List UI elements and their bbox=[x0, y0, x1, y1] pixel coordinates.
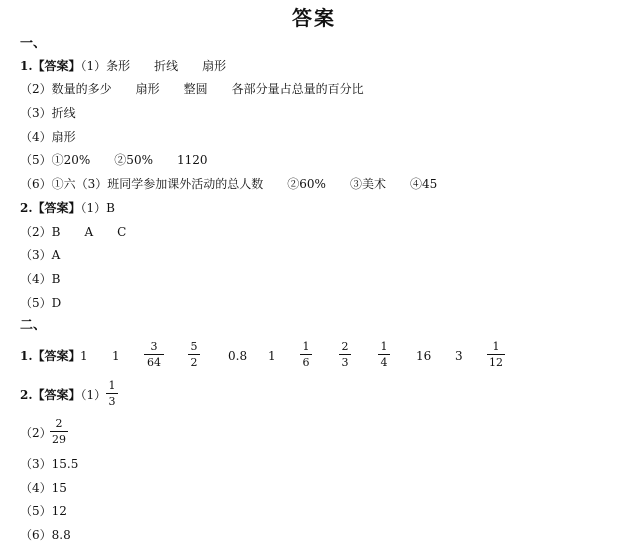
answer-2-2-line-5: （5）12 bbox=[20, 504, 67, 518]
fraction-numerator: 1 bbox=[380, 340, 388, 353]
fraction bbox=[487, 340, 505, 369]
fraction-bar bbox=[50, 431, 68, 432]
section-heading-1: 一、 bbox=[20, 36, 47, 51]
answer-text: （1） bbox=[80, 388, 107, 402]
answer-1-line-5: （5）①20% ②50% 1120 bbox=[20, 153, 208, 167]
fraction-numerator: 1 bbox=[108, 379, 116, 392]
calc-answer-value: 16 bbox=[416, 349, 432, 363]
answer-text: （1）B bbox=[80, 201, 115, 215]
fraction-denominator: 29 bbox=[52, 433, 66, 446]
answer-2-2-line-6: （6）8.8 bbox=[20, 528, 71, 542]
fraction bbox=[50, 417, 68, 446]
fraction-denominator: 3 bbox=[108, 395, 116, 408]
answer-text: （1）条形 折线 扇形 bbox=[80, 59, 227, 73]
fraction-numerator: 1 bbox=[492, 340, 500, 353]
fraction-numerator: 2 bbox=[55, 417, 63, 430]
answer-2-line-4: （4）B bbox=[20, 272, 61, 286]
page-title: 答案 bbox=[292, 6, 336, 30]
fraction-denominator: 6 bbox=[302, 356, 310, 369]
answer-2-line-1 bbox=[20, 200, 115, 216]
answer-2-2-line-1 bbox=[20, 387, 106, 403]
fraction-numerator: 5 bbox=[190, 340, 198, 353]
fraction-numerator: 1 bbox=[302, 340, 310, 353]
fraction bbox=[339, 340, 351, 369]
answer-label: 2.【答案】 bbox=[20, 201, 81, 215]
answer-label: 1.【答案】 bbox=[20, 349, 81, 363]
fraction-denominator: 4 bbox=[380, 356, 388, 369]
fraction bbox=[144, 340, 164, 369]
fraction-numerator: 3 bbox=[150, 340, 158, 353]
fraction-bar bbox=[106, 393, 118, 394]
answer-2-line-5: （5）D bbox=[20, 296, 62, 310]
answer-1-line-2: （2）数量的多少 扇形 整圆 各部分量占总量的百分比 bbox=[20, 82, 364, 96]
calc-answer-value: 1 bbox=[112, 349, 120, 363]
fraction-numerator: 2 bbox=[341, 340, 349, 353]
answer-2-line-2: （2）B A C bbox=[20, 225, 127, 239]
fraction-denominator: 2 bbox=[190, 356, 198, 369]
fraction-denominator: 3 bbox=[341, 356, 349, 369]
answer-2-2-line-2: （2） bbox=[20, 426, 52, 440]
fraction bbox=[378, 340, 390, 369]
calc-answer-value: 1 bbox=[80, 349, 88, 363]
answer-1-line-4: （4）扇形 bbox=[20, 130, 76, 144]
fraction-denominator: 64 bbox=[147, 356, 161, 369]
fraction-denominator: 12 bbox=[489, 356, 503, 369]
fraction-bar bbox=[144, 354, 164, 355]
section-heading-2: 二、 bbox=[20, 318, 47, 333]
fraction-bar bbox=[339, 354, 351, 355]
fraction-bar bbox=[300, 354, 312, 355]
answer-2-line-3: （3）A bbox=[20, 248, 61, 262]
answer-label: 2.【答案】 bbox=[20, 388, 81, 402]
calc-answer-label bbox=[20, 348, 81, 364]
fraction bbox=[300, 340, 312, 369]
answer-2-2-line-4: （4）15 bbox=[20, 481, 67, 495]
fraction bbox=[188, 340, 200, 369]
fraction bbox=[106, 379, 118, 408]
fraction-bar bbox=[378, 354, 390, 355]
answer-1-line-3: （3）折线 bbox=[20, 106, 76, 120]
answer-label: 1.【答案】 bbox=[20, 59, 81, 73]
calc-answer-value: 0.8 bbox=[228, 349, 248, 363]
answer-1-line-1 bbox=[20, 58, 226, 74]
fraction-bar bbox=[487, 354, 505, 355]
answer-2-2-line-3: （3）15.5 bbox=[20, 457, 79, 471]
fraction-bar bbox=[188, 354, 200, 355]
answer-1-line-6: （6）①六（3）班同学参加课外活动的总人数 ②60% ③美术 ④45 bbox=[20, 177, 438, 191]
calc-answer-value: 1 bbox=[268, 349, 276, 363]
calc-answer-value: 3 bbox=[455, 349, 463, 363]
